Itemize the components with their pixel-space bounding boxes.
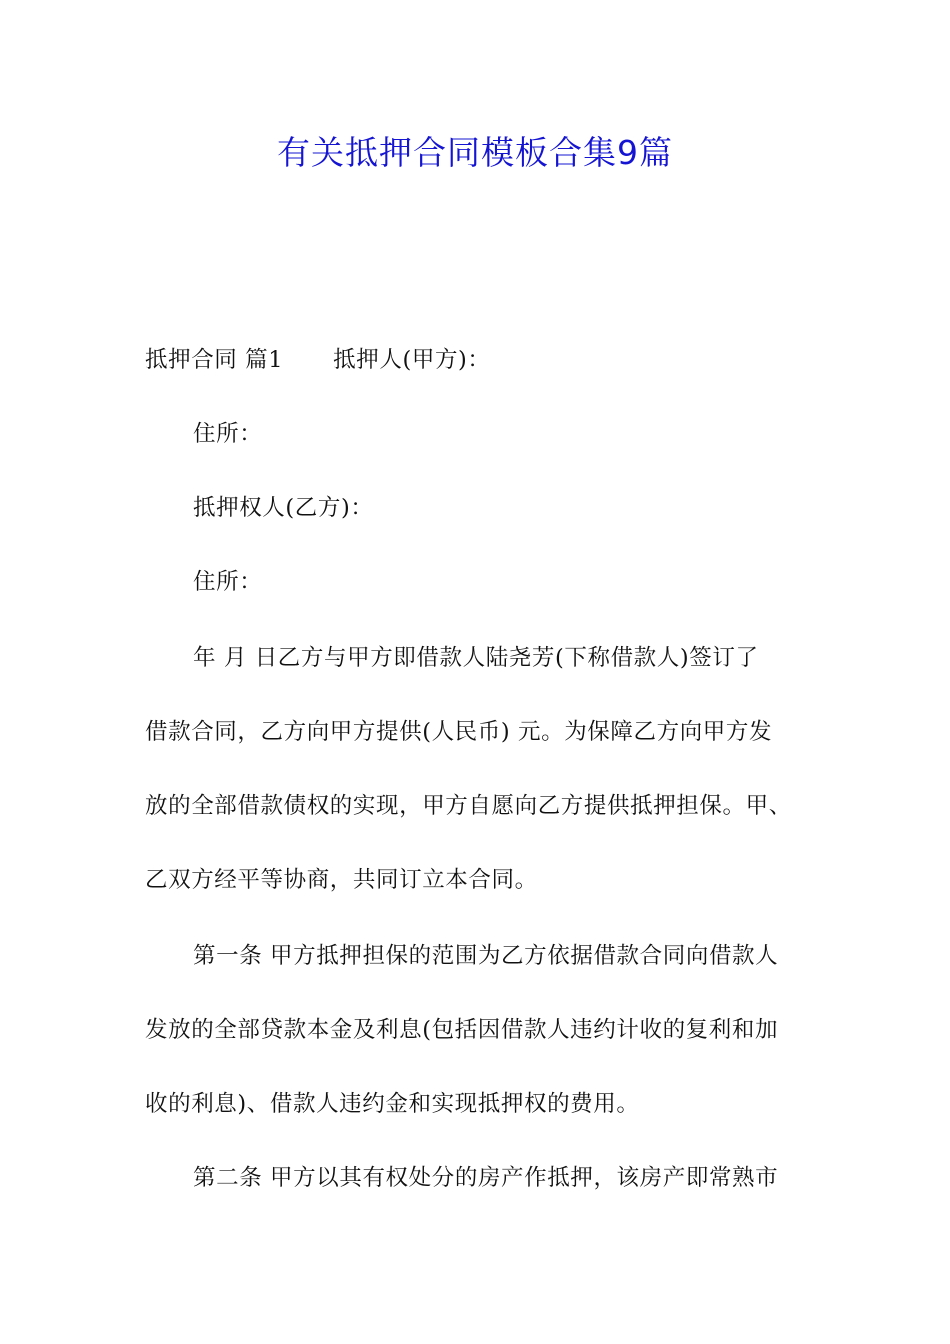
paragraph-line: 乙双方经平等协商，共同订立本合同。 <box>145 867 538 893</box>
article-two-line: 第二条 甲方以其有权处分的房产作抵押，该房产即常熟市 <box>193 1165 779 1191</box>
mortgagee-address-label: 住所： <box>193 569 263 595</box>
mortgagee-label: 抵押权人(乙方)： <box>193 495 374 521</box>
mortgagor-address-label: 住所： <box>193 421 263 447</box>
paragraph-line: 借款合同，乙方向甲方提供(人民币) 元。为保障乙方向甲方发 <box>145 719 773 745</box>
paragraph-line: 收的利息)、借款人违约金和实现抵押权的费用。 <box>145 1091 640 1117</box>
paragraph-line: 发放的全部贷款本金及利息(包括因借款人违约计收的复利和加 <box>145 1017 779 1043</box>
contract-section-label: 抵押合同 篇1 <box>145 347 284 373</box>
article-one-line: 第一条 甲方抵押担保的范围为乙方依据借款合同向借款人 <box>193 943 779 969</box>
contract-heading-line <box>145 342 815 378</box>
mortgagor-label: 抵押人(甲方)： <box>333 347 491 373</box>
paragraph-line: 放的全部借款债权的实现，甲方自愿向乙方提供抵押担保。甲、 <box>145 793 792 819</box>
paragraph-line: 年 月 日乙方与甲方即借款人陆尧芳(下称借款人)签订了 <box>193 645 759 671</box>
document-title: 有关抵押合同模板合集9篇 <box>277 133 673 172</box>
